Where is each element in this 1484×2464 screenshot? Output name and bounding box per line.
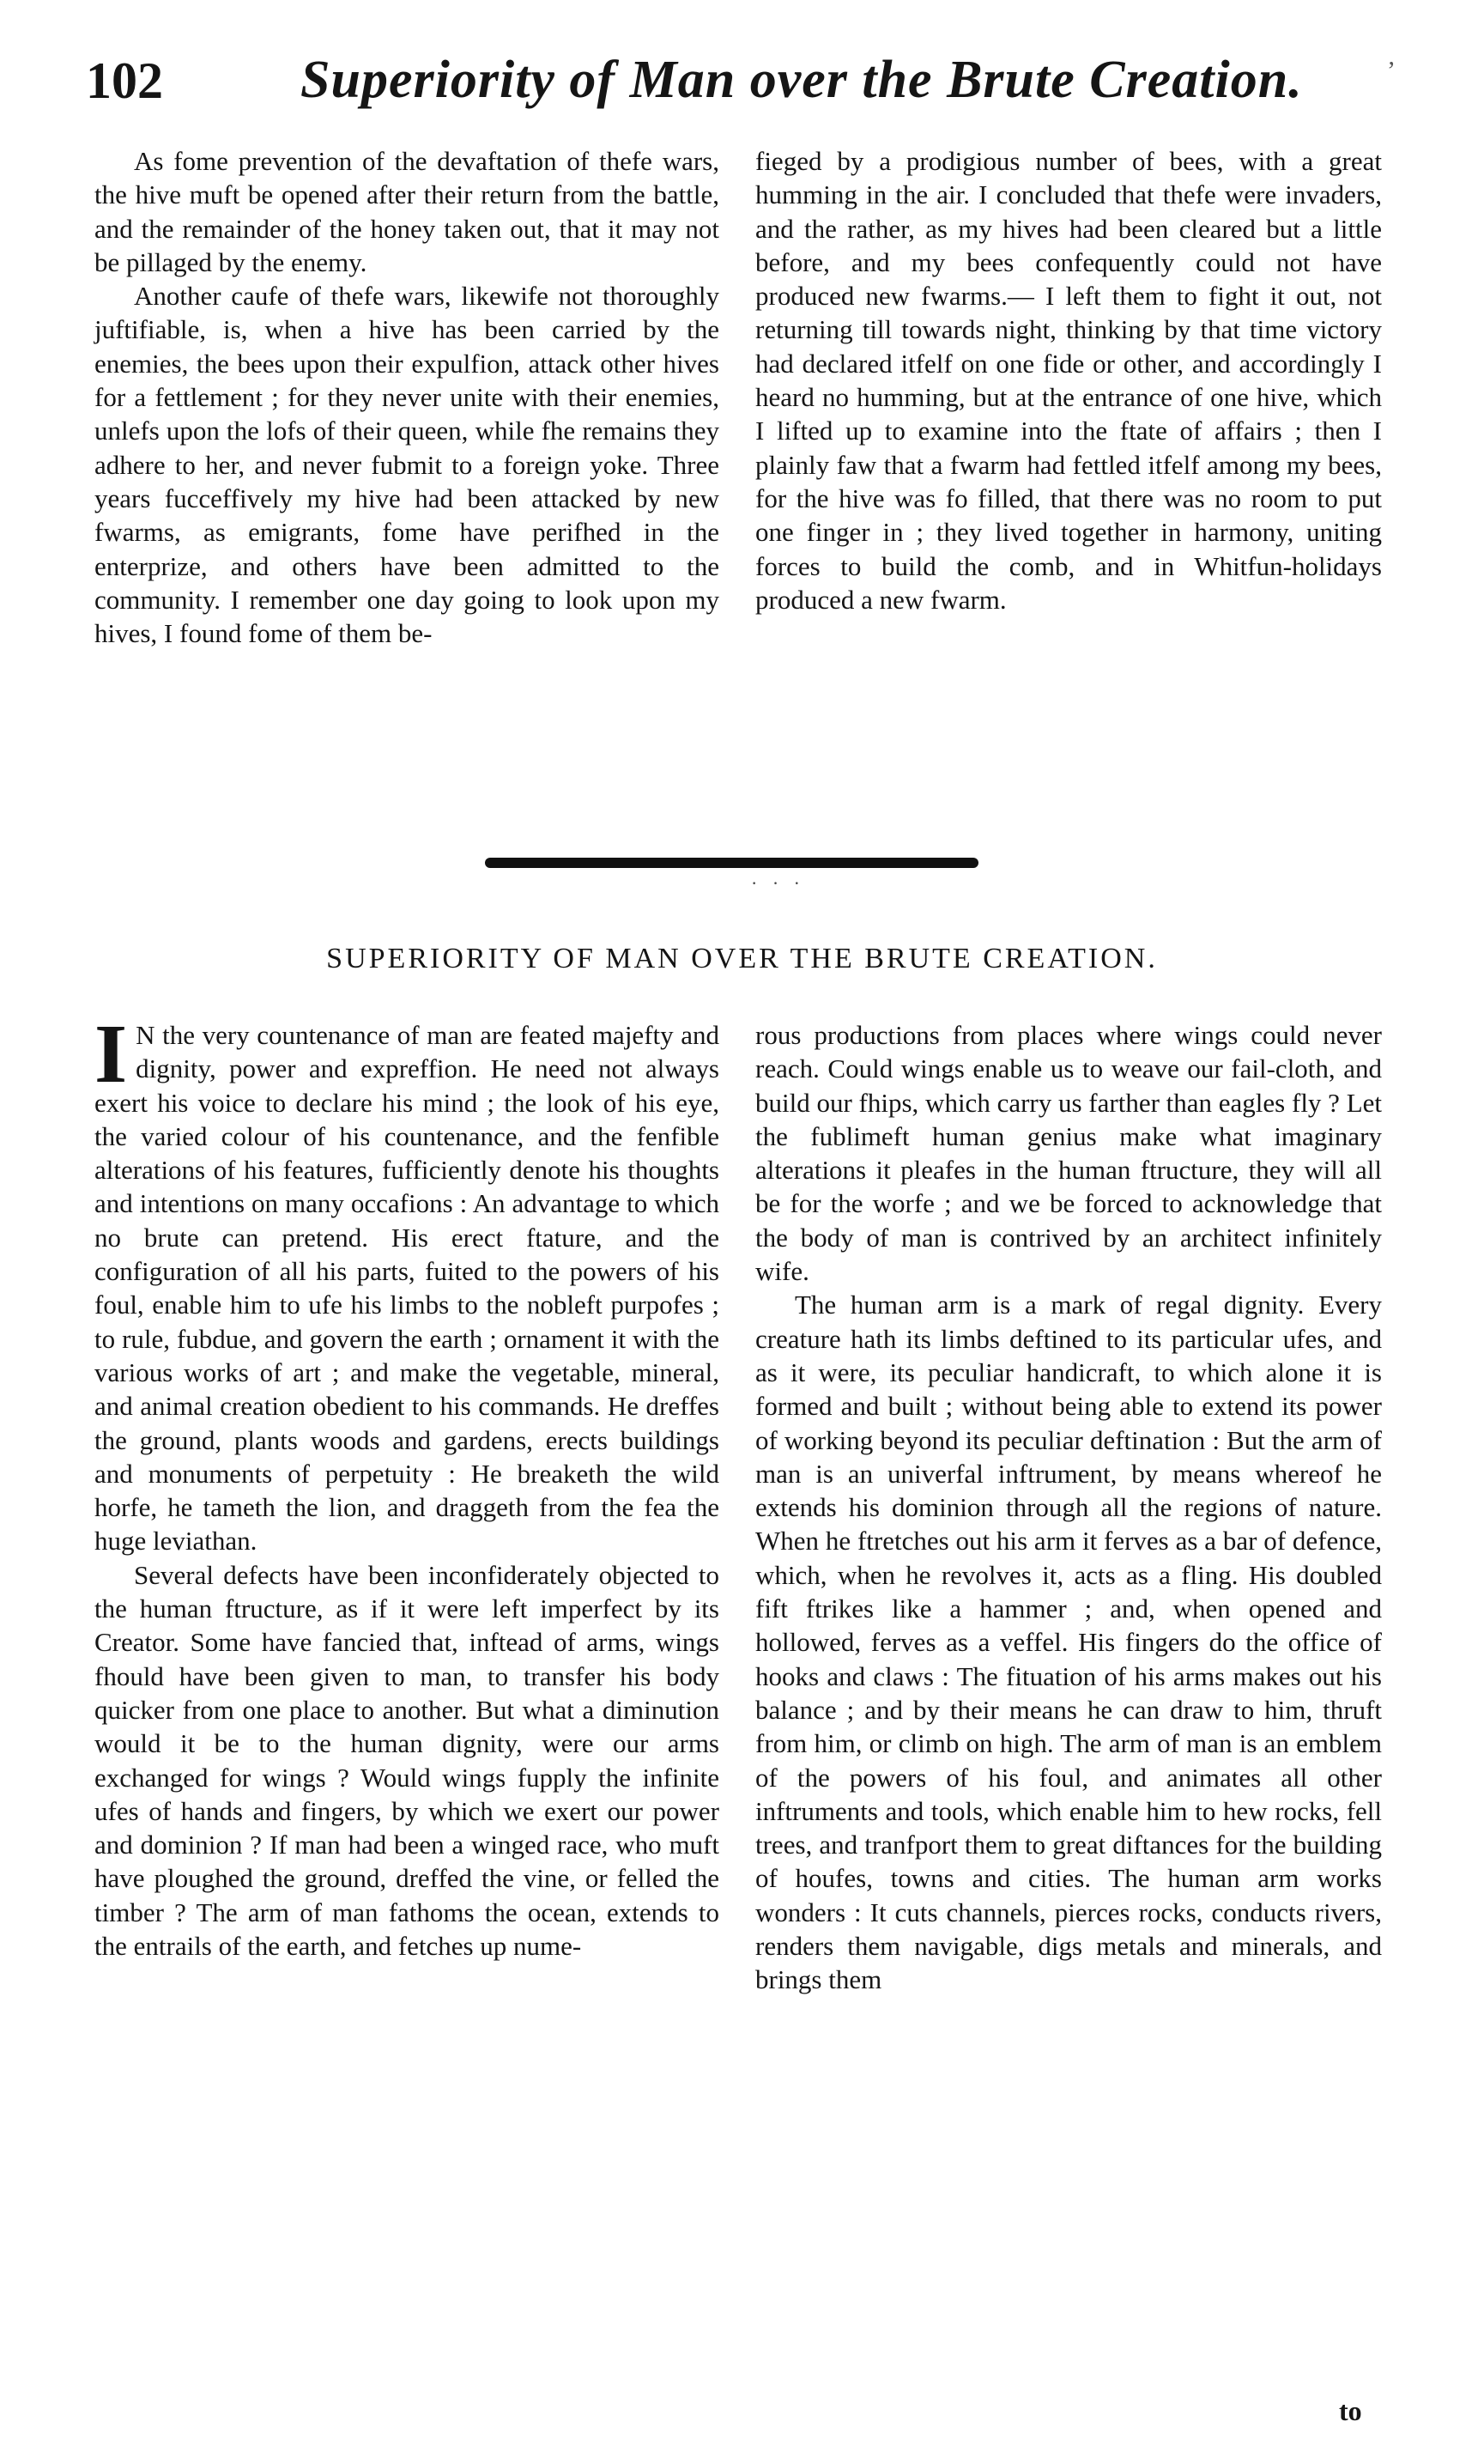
paragraph: Another caufe of thefe wars, likewife not thoroughly juftifiable, is, when a hive has been carried by the enemies, the bees upon their expulfion, attack other hives for a fettlement ; for they never unite with their enemies, unlefs upon the lofs of their queen, while fhe remains they adhere to her, and never fubmit to a foreign yoke. Three years fucceffively my hive had been attacked by new fwarms, as emigrants, fome have perifhed in the enterprize, and others have been admitted to the community. I remember one day going to look upon my hives, I found fome of them be- <box>94 281 719 649</box>
drop-cap: I <box>94 1008 128 1101</box>
bottom-left-column <box>94 1008 719 1963</box>
section-title: SUPERIORITY OF MAN OVER THE BRUTE CREATION. <box>326 943 1158 974</box>
margin-mark: ʼ <box>1387 57 1396 85</box>
opening-paragraph <box>94 1008 719 1558</box>
paragraph: fieged by a prodigious number of bees, with a great humming in the air. I concluded that thefe were invaders, and the rather, as my hives had been cleared but a little before, and my bees confequently could not have produced new fwarms.— I left them to fight it out, not returning till towards night, thinking by that time victory had declared itfelf on one fide or other, and accordingly I heard no humming, but at the entrance of one hive, which I lifted up to examine into the ftate of affairs ; then I plainly faw that a fwarm had fettled itfelf among my bees, for the hive was fo filled, that there was no room to put one finger in ; they lived together in harmony, uniting forces to build the comb, and in Whitfun-holidays produced a new fwarm. <box>755 146 1382 615</box>
paragraph: As fome prevention of the devaftation of thefe wars, the hive muft be opened after their return from the battle, and the remainder of the honey taken out, that it may not be pillaged by the enemy. <box>94 146 719 277</box>
paragraph: Several defects have been inconfiderately objected to the human ftructure, as if it were left imperfect by its Creator. Some have fancied that, inftead of arms, wings fhould have been given to man, to transfer his body quicker from one place to another. But what a diminution would it be to the human dignity, were our arms exchanged for wings ? Would wings fupply the infinite ufes of hands and fingers, by which we exert our power and dominion ? If man had been a winged race, who muft have ploughed the ground, dreffed the vine, or felled the timber ? The arm of man fathoms the ocean, extends to the entrails of the earth, and fetches up nume- <box>94 1559 719 1962</box>
paragraph: rous productions from places where wings could never reach. Could wings enable us to weave our fail-cloth, and build our fhips, which carry us farther than eagles fly ? Let the fublimeft human genius make what imaginary alterations it pleafes in the human ftructure, they will all be for the worfe ; and we be forced to acknowledge that the body of man is contrived by an architect infinitely wife. <box>755 1020 1382 1287</box>
running-title: Superiority of Man over the Brute Creation. <box>300 51 1303 109</box>
running-head <box>86 41 1408 118</box>
top-left-column <box>94 144 719 650</box>
section-divider-rule <box>485 858 978 868</box>
paragraph: The human arm is a mark of regal dignity. Every creature hath its limbs deftined to its particular ufes, and as it were, its peculiar handicraft, to which alone it is formed and built ; without being able to extend its power of working beyond its peculiar deftination : But the arm of man is an univerfal inftrument, by means whereof he extends his dominion through all the regions of nature. When he ftretches out his arm it ferves as a bar of defence, which, when he revolves it, acts as a fling. His doubled fift ftrikes like a hammer ; and, when opened and hollowed, ferves as a veffel. His fingers do the office of hooks and claws : The fituation of his arms makes out his balance ; and by their means he can draw to him, thruft from him, or climb on high. The arm of man is an emblem of the powers of his foul, and animates all other inftruments and tools, which enable him to hew rocks, fell trees, and tranfport them to great diftances for the building of houfes, towns and cities. The human arm works wonders : It cuts channels, pierces rocks, conducts rivers, renders them navigable, digs metals and minerals, and brings them <box>755 1290 1382 1995</box>
divider-ornament: · · · <box>751 872 805 894</box>
top-right-column <box>755 144 1382 616</box>
catchword: to <box>1339 2395 1362 2426</box>
opening-paragraph-text: N the very countenance of man are feated majefty and dignity, power and expreffion. He need not always exert his voice to declare his mind ; the look of his eye, the varied colour of his countenance, and the fenfible alterations of his features, fufficiently denote his thoughts and intentions on many occafions : An advantage to which no brute can pretend. His erect ftature, and the configuration of all his parts, fuited to the powers of his foul, enable him to ufe his limbs to the nobleft purpofes ; to rule, fubdue, and govern the earth ; ornament it with the various works of art ; and make the vegetable, mineral, and animal creation obedient to his commands. He dreffes the ground, plants woods and gardens, erects buildings and monuments of perpetuity : He breaketh the wild horfe, he tameth the lion, and draggeth from the fea the huge leviathan. <box>94 1020 719 1557</box>
page-number: 102 <box>86 52 163 109</box>
bottom-right-column <box>755 1018 1382 1997</box>
